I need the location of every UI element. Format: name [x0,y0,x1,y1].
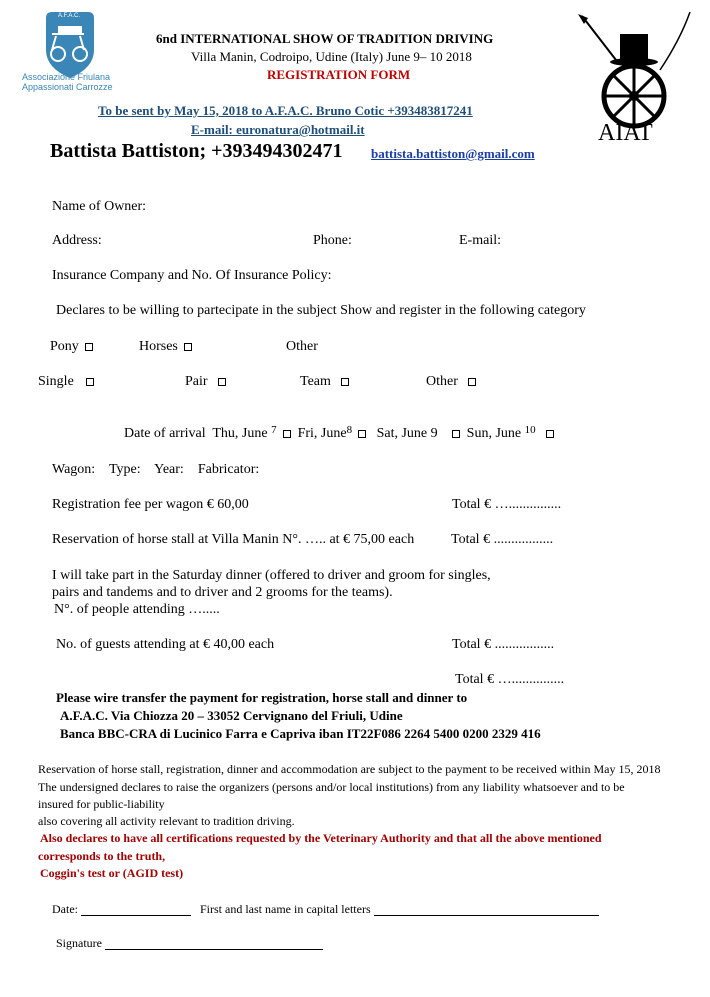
afac-email-line: E-mail: euronatura@hotmail.it [191,122,365,137]
thu-checkbox[interactable] [283,430,291,438]
type-other-label: Other [426,374,458,389]
arrival-row [124,426,554,442]
arrival-fri: Fri, June [297,426,347,441]
arrival-sun-day: 10 [524,424,536,436]
wagon-fabricator-label: Fabricator: [197,462,260,477]
show-subtitle: Villa Manin, Codroipo, Udine (Italy) June 9– 10 2018 [191,49,472,64]
single-label: Single [38,374,74,389]
team-label: Team [300,374,331,389]
horses-label: Horses [139,339,178,354]
afac-caption-1: Associazione Friulana [22,72,111,82]
terms-line-4: also covering all activity relevant to tradition driving. [38,814,295,828]
wagon-label: Wagon: [52,462,96,477]
date-field[interactable] [81,902,191,916]
pony-label: Pony [50,339,79,354]
fee-total: Total € …............... [452,497,562,512]
grand-total: Total € …............... [455,672,565,687]
fri-checkbox[interactable] [358,430,366,438]
dinner-line-1: I will take part in the Saturday dinner (offered to driver and groom for singles, [52,568,491,583]
pair-checkbox[interactable] [218,378,226,386]
terms-vet-line-1: Also declares to have all certifications requested by the Veterinary Authority and that all the above mentioned [40,831,602,845]
guests-label: No. of guests attending at € 40,00 each [56,637,275,652]
terms-vet-line-3: Coggin's test or (AGID test) [40,866,184,880]
wagon-year-label: Year: [154,462,184,477]
stall-total: Total € ................. [451,532,554,547]
team-checkbox[interactable] [341,378,349,386]
show-title: 6nd INTERNATIONAL SHOW OF TRADITION DRIVING [156,31,494,46]
horses-checkbox[interactable] [184,343,192,351]
declares-text: Declares to be willing to partecipate in the subject Show and register in the following category [56,303,586,318]
type-other-checkbox[interactable] [468,378,476,386]
afac-logo [18,10,122,96]
aiat-logo [576,10,696,150]
payment-line-2: A.F.A.C. Via Chiozza 20 – 33052 Cervignano del Friuli, Udine [60,708,403,723]
pair-label: Pair [185,374,208,389]
wagon-row [52,462,259,478]
single-checkbox[interactable] [86,378,94,386]
arrival-fri-day: 8 [346,424,353,436]
email-label: E-mail: [459,233,501,248]
signature-field[interactable] [105,936,323,950]
contact-email-link[interactable]: battista.battiston@gmail.com [371,146,535,161]
arrival-label: Date of arrival [124,426,206,441]
dinner-people-line: N°. of people attending …..... [54,602,220,617]
type-other-option[interactable] [426,374,476,390]
dinner-line-2: pairs and tandems and to driver and 2 grooms for the teams). [52,585,393,600]
fee-label: Registration fee per wagon € 60,00 [52,497,249,512]
send-deadline-line: To be sent by May 15, 2018 to A.F.A.C. Bruno Cotic +393483817241 [98,103,473,118]
phone-label: Phone: [313,233,352,248]
horses-option[interactable] [139,339,192,355]
terms-line-3: insured for public-liability [38,797,165,811]
name-capitals-label: First and last name in capital letters [200,902,371,916]
stall-label: Reservation of horse stall at Villa Manin N°. ….. at € 75,00 each [52,532,415,547]
pair-option[interactable] [185,374,226,390]
signature-label: Signature [56,936,102,950]
owner-label: Name of Owner: [52,199,147,214]
animal-other-label: Other [286,339,318,354]
afac-caption-2: Appassionati Carrozze [22,82,113,92]
terms-line-1: Reservation of horse stall, registration, dinner and accommodation are subject to the payment to be received within May 15, 2018 [38,762,661,776]
payment-line-1: Please wire transfer the payment for registration, horse stall and dinner to [56,690,468,705]
arrival-thu-day: 7 [271,424,277,436]
insurance-label: Insurance Company and No. Of Insurance Policy: [52,268,332,283]
arrival-sat: Sat, June 9 [376,426,438,441]
pony-checkbox[interactable] [85,343,93,351]
address-label: Address: [52,233,102,248]
team-option[interactable] [300,374,349,390]
name-capitals-field[interactable] [374,902,599,916]
aiat-text: AIAT [598,120,653,146]
pony-option[interactable] [50,339,93,355]
arrival-thu: Thu, June [212,426,268,441]
single-option[interactable] [38,374,94,390]
sun-checkbox[interactable] [546,430,554,438]
terms-line-2: The undersigned declares to raise the organizers (persons and/or local institutions) from any liability whatsoever and to be [38,780,625,794]
contact-name-phone: Battista Battiston; +393494302471 [50,140,343,162]
payment-line-3: Banca BBC-CRA di Lucinico Farra e Capriva iban IT22F086 2264 5400 0200 2329 416 [60,726,541,741]
form-title: REGISTRATION FORM [267,67,411,82]
guests-total: Total € ................. [452,637,555,652]
afac-logo-top: A.F.A.C. [58,13,81,19]
arrival-sun: Sun, June [466,426,522,441]
sat-checkbox[interactable] [452,430,460,438]
date-label: Date: [52,902,78,916]
terms-vet-line-2: corresponds to the truth, [38,849,166,863]
wagon-type-label: Type: [108,462,141,477]
